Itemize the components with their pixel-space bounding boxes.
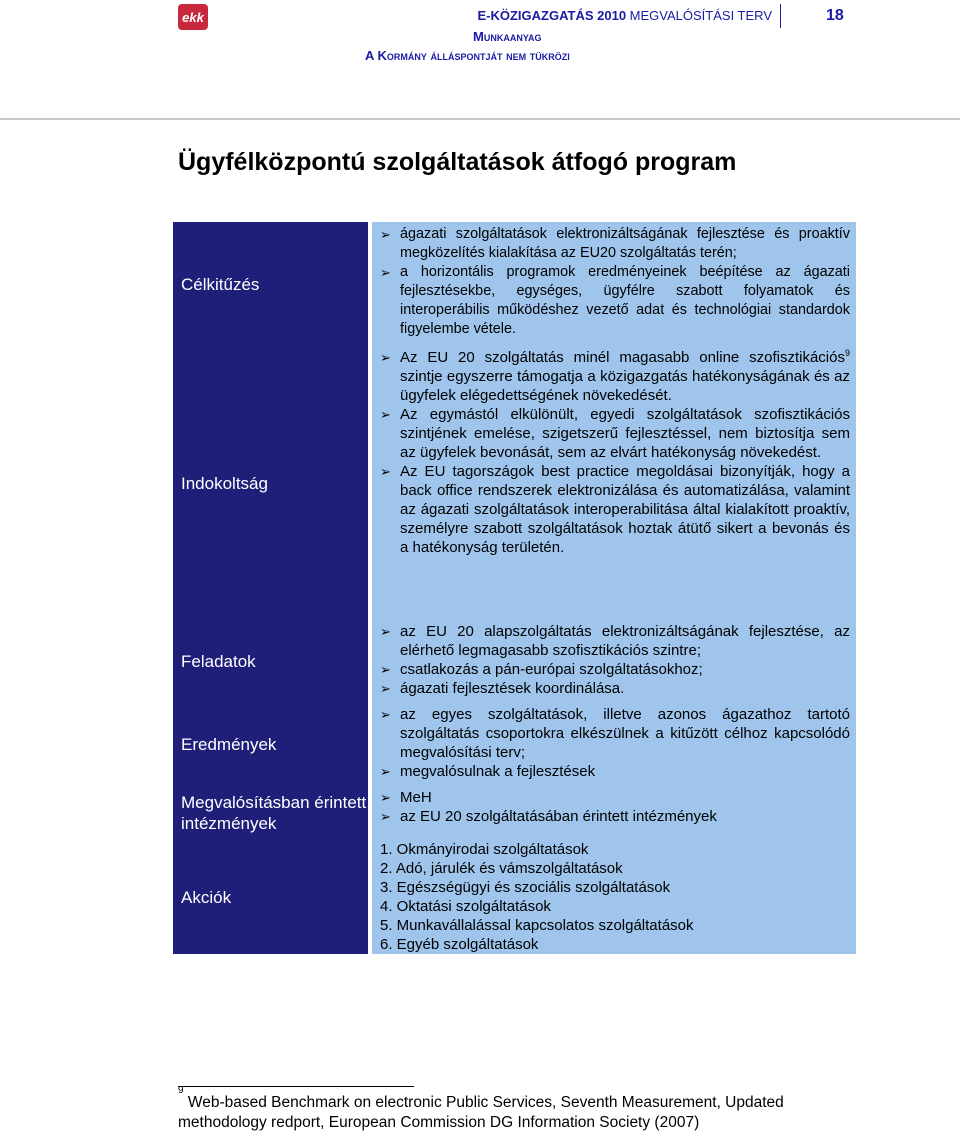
page-number: 18 (826, 7, 844, 24)
list-item: ➢ Az egymástól elkülönült, egyedi szolgáltatások szofisztikációs szintjének emelése, szigetszerű fejlesztéssel, nem biztosítja sem az ügyfelek bevonását, sem az elvárt hatékonyság növekedést. (380, 406, 850, 461)
header-title-bold: E-KÖZIGAZGATÁS 2010 (477, 8, 627, 23)
row-content-akciok (372, 840, 856, 954)
action-item: 4. Oktatási szolgáltatások (380, 898, 551, 915)
row-content-indokoltsag (372, 346, 856, 620)
row-label-eredmenyek: Eredmények (173, 703, 368, 786)
arrow-bullet-icon: ➢ (380, 662, 391, 677)
svg-text:ekk: ekk (182, 10, 204, 25)
arrow-bullet-icon: ➢ (380, 809, 391, 824)
list-item: ➢ MeH (380, 789, 432, 806)
action-item: 6. Egyéb szolgáltatások (380, 936, 539, 953)
list-item: ➢ Az EU 20 szolgáltatás minél magasabb online szofisztikációs$^9$ szintje egyszerre támogatja a közigazgatás hatékonyságának és az ügyfelek elégedettségének növekedését. (380, 348, 850, 404)
action-item: 5. Munkavállalással kapcsolatos szolgáltatások (380, 917, 694, 934)
header-title-plain: MEGVALÓSÍTÁSI TERV (629, 8, 772, 23)
action-item: 1. Okmányirodai szolgáltatások (380, 841, 589, 858)
footnote-ref: 9 (844, 348, 850, 358)
action-item: 3. Egészségügyi és szociális szolgáltatások (380, 879, 671, 896)
header-separator (780, 4, 781, 28)
arrow-bullet-icon: ➢ (380, 227, 391, 242)
ekk-logo (178, 4, 208, 30)
arrow-bullet-icon: ➢ (380, 265, 391, 280)
footnote-number: 9 (178, 1085, 184, 1096)
footnote (178, 1085, 858, 1133)
header-title (477, 8, 772, 23)
arrow-bullet-icon: ➢ (380, 790, 391, 805)
header-disclaimer: A Kormány álláspontját nem tükrözi (365, 48, 570, 63)
row-label-celkituzes: Célkitűzés (173, 222, 368, 346)
footnote-rule (178, 1086, 414, 1087)
arrow-bullet-icon: ➢ (380, 624, 391, 639)
arrow-bullet-icon: ➢ (380, 764, 391, 779)
row-content-feladatok (372, 620, 856, 703)
header-rule (0, 118, 960, 120)
list-item: ➢ az egyes szolgáltatások, illetve azonos ágazathoz tartotó szolgáltatás csoportokra elkészülnek a kitűzött célhoz kapcsolódó megvalósítási terv; (380, 706, 850, 761)
list-item: ➢ az EU 20 szolgáltatásában érintett intézmények (380, 808, 717, 825)
list-item: ➢ csatlakozás a pán-európai szolgáltatásokhoz; (380, 661, 703, 678)
list-item: ➢ a horizontális programok eredményeinek beépítése az ágazati fejlesztésekbe, egységes, ügyfélre szabott folyamatok és interoperábilis működéshez vezető adat és technológiai standardok figyelembe vétele. (380, 264, 850, 337)
row-label-erintett-intezmenyek: Megvalósításban érintett intézmények (173, 786, 368, 840)
row-label-indokoltsag: Indokoltság (173, 346, 368, 620)
page-title: Ügyfélközpontú szolgáltatások átfogó program (178, 148, 737, 176)
action-item: 2. Adó, járulék és vámszolgáltatások (380, 860, 623, 877)
arrow-bullet-icon: ➢ (380, 707, 391, 722)
arrow-bullet-icon: ➢ (380, 464, 391, 479)
row-content-eredmenyek (372, 703, 856, 786)
row-content-erintett-intezmenyek (372, 786, 856, 840)
list-item: ➢ az EU 20 alapszolgáltatás elektronizáltságának fejlesztése, az elérhető legmagasabb szofisztikációs szintre; (380, 623, 850, 659)
list-item: ➢ ágazati fejlesztések koordinálása. (380, 680, 625, 697)
row-label-feladatok: Feladatok (173, 620, 368, 703)
list-item: ➢ megvalósulnak a fejlesztések (380, 763, 596, 780)
list-item: ➢ ágazati szolgáltatások elektronizáltságának fejlesztése és proaktív megközelítés kialakítása az EU20 szolgáltatás terén; (380, 226, 850, 261)
row-label-akciok: Akciók (173, 840, 368, 954)
arrow-bullet-icon: ➢ (380, 407, 391, 422)
arrow-bullet-icon: ➢ (380, 350, 391, 365)
header-draft-note: Munkaanyag (473, 29, 542, 44)
arrow-bullet-icon: ➢ (380, 681, 391, 696)
row-content-celkituzes (372, 222, 856, 346)
list-item: ➢ Az EU tagországok best practice megoldásai bizonyítják, hogy a back office rendszerek elektronizálása és automatizálása, valamint az ágazati szolgáltatások interoperabilitása által kialakított proaktív, személyre szabott szolgáltatások hoztak átütő sikert a bevonás és a hatékonyság területén. (380, 463, 850, 556)
footnote-text: Web-based Benchmark on electronic Public Services, Seventh Measurement, Updated methodology redport, European Commission DG Information Society (2007) (178, 1094, 784, 1131)
